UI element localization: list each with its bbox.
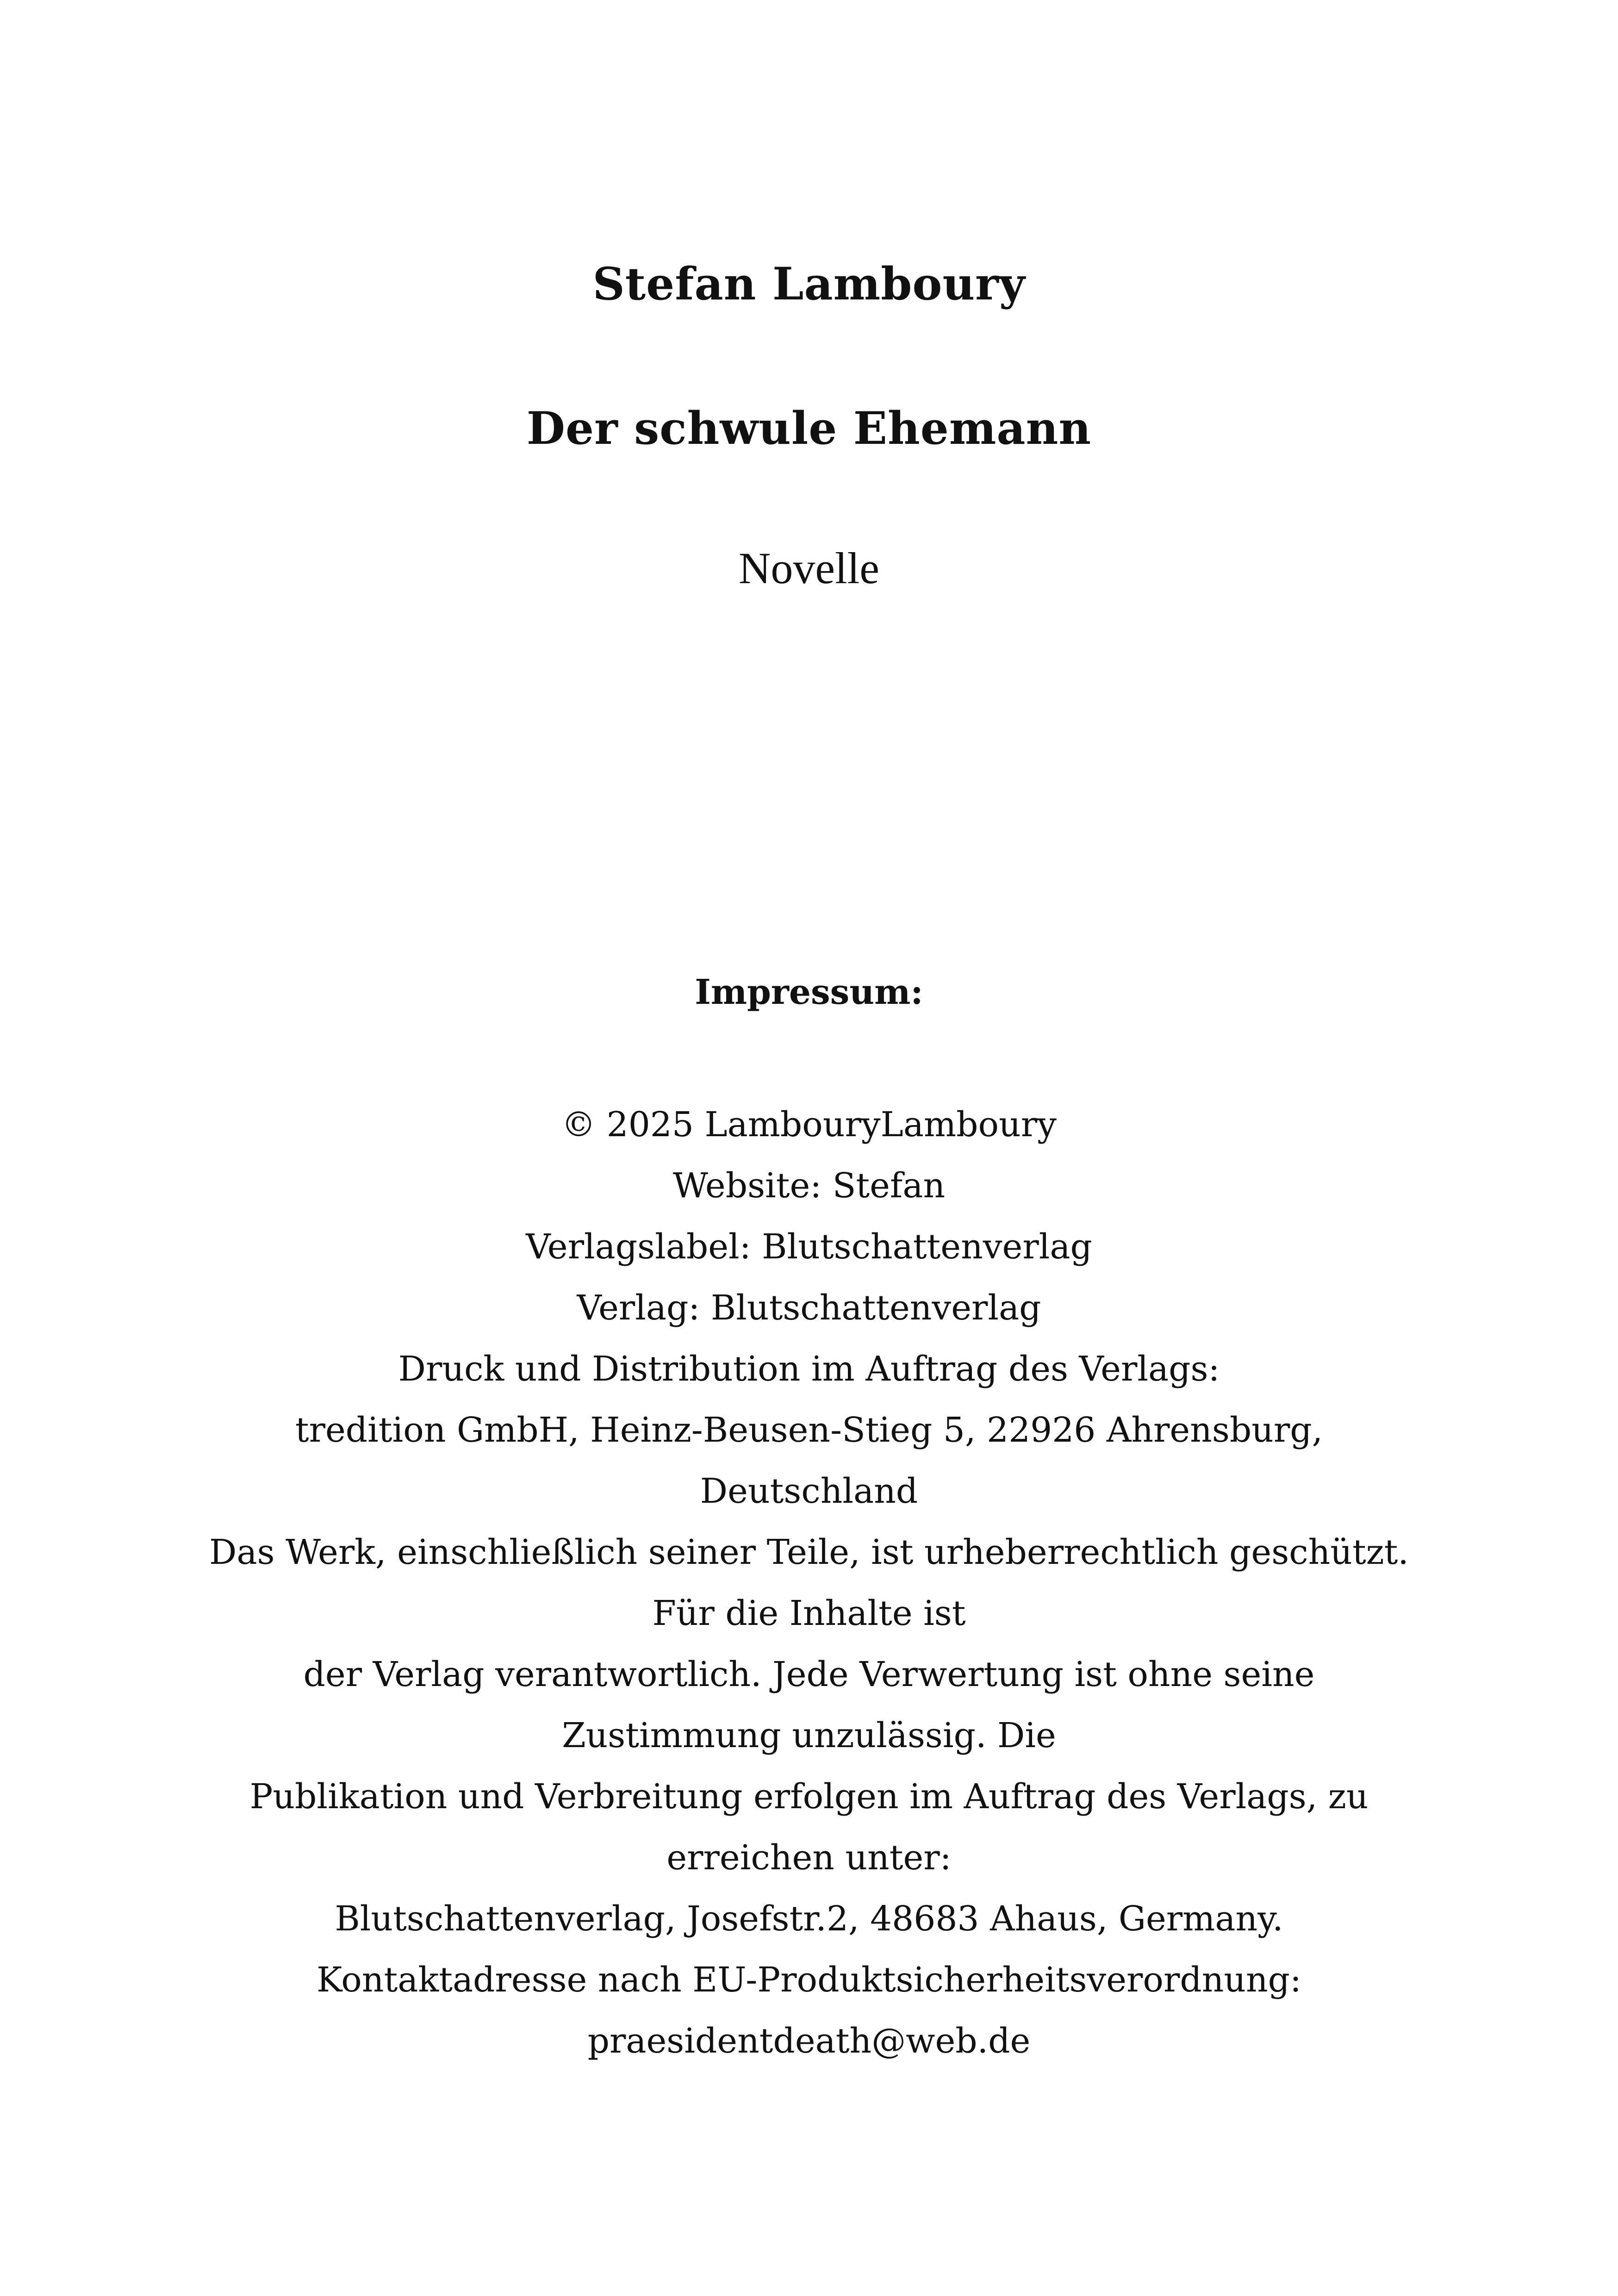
impressum-line-website: Website: Stefan (672, 1166, 946, 1206)
impressum-line-copyright: © 2025 LambouryLamboury (561, 1105, 1057, 1145)
impressum-line-publisher-address: Blutschattenverlag, Josefstr.2, 48683 Ahaus, Germany. (335, 1899, 1283, 1939)
impressum-line-copyright-notice: Das Werk, einschließlich seiner Teile, ist urheberrechtlich geschützt. (209, 1532, 1409, 1572)
book-title: Der schwule Ehemann (526, 402, 1092, 454)
impressum-line-email: praesidentdeath@web.de (587, 2021, 1031, 2061)
author-name: Stefan Lamboury (592, 258, 1026, 310)
impressum-line-printer-address: tredition GmbH, Heinz-Beusen-Stieg 5, 22926 Ahrensburg, (295, 1410, 1323, 1450)
impressum-heading: Impressum: (695, 972, 923, 1012)
book-genre: Novelle (739, 543, 879, 593)
impressum-line-publication: Publikation und Verbreitung erfolgen im Auftrag des Verlags, zu (249, 1777, 1369, 1817)
impressum-line-printing: Druck und Distribution im Auftrag des Verlags: (398, 1349, 1220, 1389)
impressum-line-publisher-responsibility: der Verlag verantwortlich. Jede Verwertung ist ohne seine (303, 1655, 1315, 1694)
impressum-line-content-responsibility: Für die Inhalte ist (652, 1593, 966, 1633)
impressum-line-contact-intro: erreichen unter: (666, 1838, 952, 1878)
impressum-line-consent: Zustimmung unzulässig. Die (562, 1716, 1056, 1755)
impressum-line-eu-contact: Kontaktadresse nach EU-Produktsicherheitsverordnung: (317, 1960, 1301, 2000)
impressum-line-publishing-label: Verlagslabel: Blutschattenverlag (526, 1227, 1092, 1267)
impressum-text (0, 1094, 1618, 2072)
impressum-line-publisher: Verlag: Blutschattenverlag (577, 1288, 1041, 1328)
impressum-line-country: Deutschland (700, 1471, 918, 1511)
